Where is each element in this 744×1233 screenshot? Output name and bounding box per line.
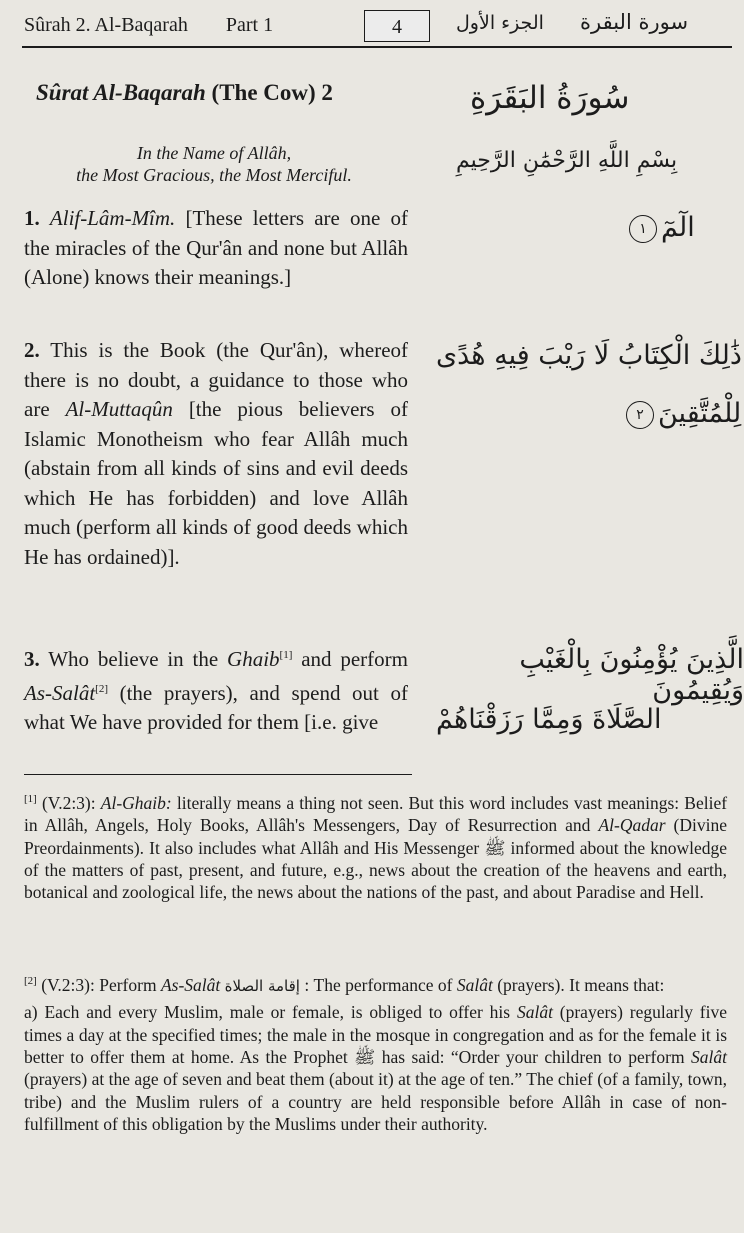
verse-text: Who believe in the [48,647,219,671]
verse-number: 1. [24,206,40,230]
verse-2 [24,336,408,572]
page-number: 4 [364,10,430,42]
verse-3 [24,641,408,738]
verse-3-arabic-line1: الَّذِينَ يُؤْمِنُونَ بِالْغَيْبِ وَيُقِيمُونَ [519,644,744,706]
footnote-italic: Salât [691,1047,727,1068]
verse-text: (the prayers), and spend out of what We have provided for them [i.e. give [24,680,408,734]
verse-3-arabic-line2: الصَّلَاةَ وَمِمَّا رَزَقْنَاهُمْ [436,704,662,735]
verse-italic: As-Salât [24,680,96,705]
footnote-italic: Salât [456,974,493,995]
verse-text: [the pious believers of Islamic Monotheism who fear Allâh much (abstain from all kinds of sins and evil deeds which He has forbidden) and love Allâh much (perform all kinds of good deeds which He has ordained)]. [24,397,409,569]
footnote-2-para-a [24,1001,727,1135]
footnote-text: (prayers). It means that: [497,974,665,995]
footnote-2 [24,970,727,1136]
footnote-ref-2[interactable]: [2] [95,682,108,695]
verse-italic: Ghaib [227,647,280,671]
verse-1 [24,204,408,293]
footnote-text: literally means a thing not seen. But this word includes vast meanings: Belief in Allâh, Angels, Holy Books, Allâh's Messengers, Day of Resurrection and [24,792,728,836]
surah-meaning: (The Cow) 2 [211,80,333,105]
verse-text: and perform [301,647,408,671]
footnote-text: a) Each and every Muslim, male or female, is obliged to offer his [24,1002,511,1023]
basmala-english [44,142,384,186]
verse-italic: Al-Muttaqûn [65,397,173,421]
footnote-mark: [1] [24,793,37,805]
header-rule [22,46,732,48]
basmala-arabic: بِسْمِ اللَّهِ الرَّحْمَٰنِ الرَّحِيمِ [456,148,678,173]
basmala-line-2: the Most Gracious, the Most Merciful. [76,165,352,185]
header-arabic-part: الجزء الأول [456,12,544,34]
surah-title [36,80,333,106]
surah-name: Sûrat Al-Baqarah [36,80,206,105]
footnote-arabic: إقامة الصلاة [224,976,300,995]
footnote-text: (Divine Preordainments). It also includes what Allâh and His Messenger ﷺ informed about the knowledge of the matters of past, present, and future, e.g., news about the creation of the heavens and earth, botanical and zoological life, the news about the nations of the past, and about Paradise and Hell. [24,815,727,903]
footnote-term: Al-Ghaib: [100,792,172,813]
basmala-line-1: In the Name of Allâh, [136,143,292,163]
footnote-italic: Salât [516,1002,553,1023]
footnote-2-head [24,970,727,997]
footnote-ref-1[interactable]: [1] [279,649,293,661]
verse-2-arabic-line2: لِلْمُتَّقِينَ٢ [622,398,741,429]
verse-text: This is the Book (the Qur'ân), whereof there is no doubt, a guidance to those who are [24,338,409,421]
verse-1-arabic: الٓمٓ١ [625,212,695,243]
verse-italic: Alif-Lâm-Mîm. [49,206,176,230]
footnote-rule [24,774,412,775]
footnote-text: (prayers) at the age of seven and beat them (about it) at the age of ten.” The chief (of a family, town, tribe) and the Muslim rulers of a country are held responsible before Allâh in case of non-fulfillment of this obligation by the Muslims under their authority. [24,1069,727,1135]
verse-2-arabic-line1: ذَٰلِكَ الْكِتَابُ لَا رَيْبَ فِيهِ هُدًى [436,340,742,371]
footnote-1 [24,788,727,904]
footnote-text: (prayers) regularly five times a day at the specified times; the male in the mosque in congregation and as for the female it is better to offer them at home. As the Prophet ﷺ has said: “Order your children to perform [24,1002,727,1068]
verse-text: [These letters are one of the miracles of the Qur'ân and none but Allâh (Alone) knows their meanings.] [24,206,408,289]
surah-title-arabic: سُورَةُ البَقَرَةِ [470,80,630,116]
header-part-label: Part 1 [225,14,274,36]
page-header [20,8,732,44]
verse-number: 3. [24,647,40,671]
footnote-text: : The performance of [304,974,453,995]
footnote-ref: (V.2:3): [41,792,96,813]
header-surah-label: Sûrah 2. Al-Baqarah Part 1 [24,14,274,36]
verse-marker-1: ١ [629,215,657,243]
footnote-mark: [2] [24,975,37,987]
verse-number: 2. [24,338,40,362]
header-arabic-surah: سورة البقرة [580,10,689,34]
footnote-ref: (V.2:3): Perform [41,974,157,995]
verse-marker-2: ٢ [626,401,654,429]
footnote-italic: Al-Qadar [598,815,666,836]
footnote-term: As-Salât [160,974,221,995]
